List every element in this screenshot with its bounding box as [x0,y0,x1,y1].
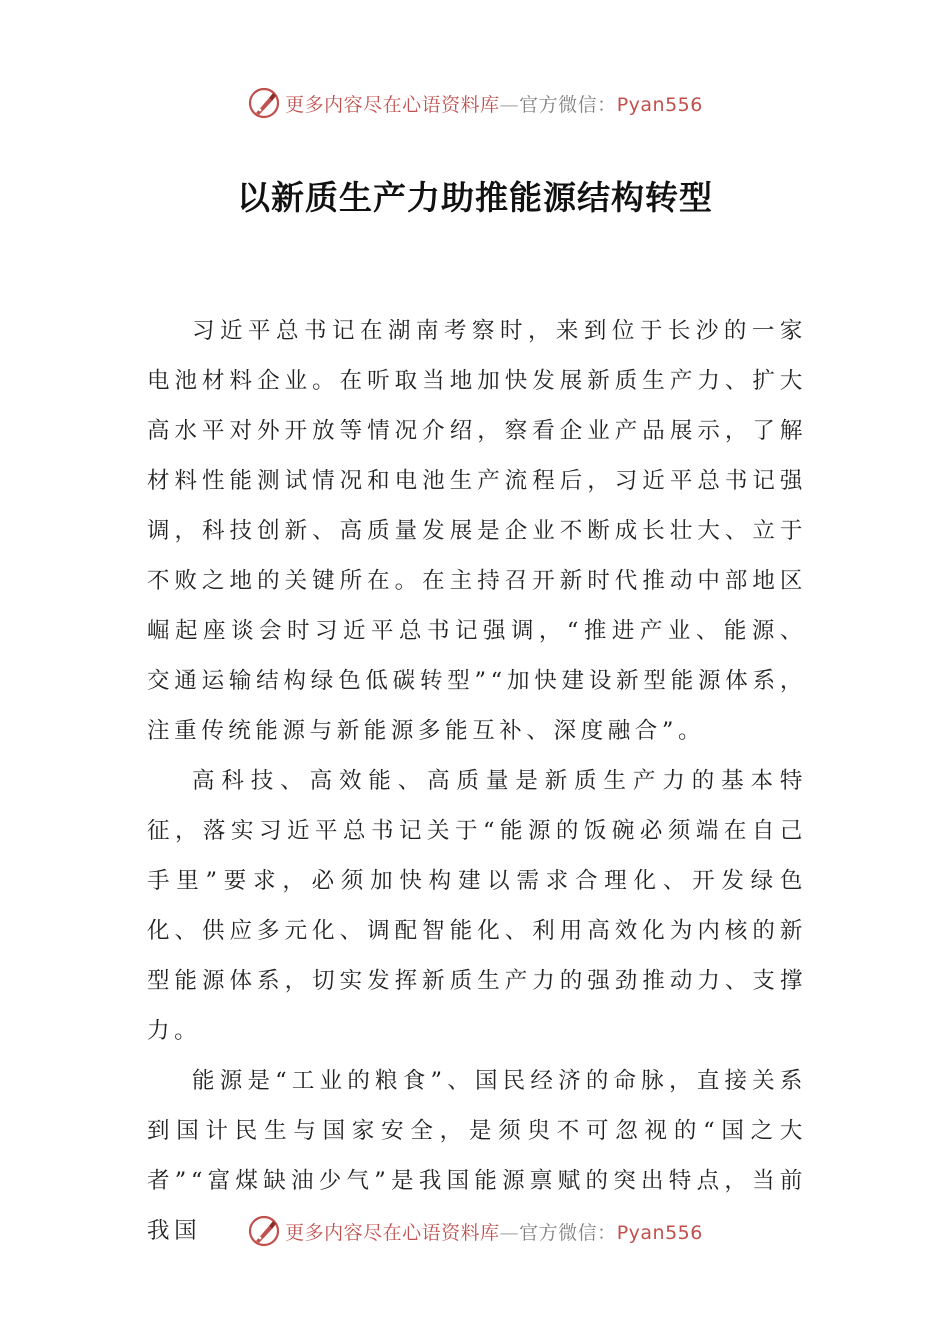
paragraph: 习近平总书记在湖南考察时，来到位于长沙的一家电池材料企业。在听取当地加快发展新质生产力、扩大高水平对外开放等情况介绍，察看企业产品展示，了解材料性能测试情况和电池生产流程后，习近平总书记强调，科技创新、高质量发展是企业不断成长壮大、立于不败之地的关键所在。在主持召开新时代推动中部地区崛起座谈会时习近平总书记强调，“推进产业、能源、交通运输结构绿色低碳转型”“加快建设新型能源体系，注重传统能源与新能源多能互补、深度融合”。 [147,318,807,744]
banner-text [285,1218,703,1245]
banner-lead: 更多内容尽在心语资料库 [285,93,500,116]
pen-nib-logo-icon [247,86,281,120]
banner-text [285,90,703,117]
banner-lead: 更多内容尽在心语资料库 [285,1221,500,1244]
banner-dash: — [499,1221,520,1244]
banner-wechat-label: 官方微信： [519,93,617,116]
header-banner [0,83,950,123]
paragraph: 高科技、高效能、高质量是新质生产力的基本特征，落实习近平总书记关于“能源的饭碗必须端在自己手里”要求，必须加快构建以需求合理化、开发绿色化、供应多元化、调配智能化、利用高效化为内核的新型能源体系，切实发挥新质生产力的强劲推动力、支撑力。 [147,768,807,1044]
footer-banner [0,1211,950,1251]
banner-wechat-id: Pyan556 [616,1221,703,1244]
document-title: 以新质生产力助推能源结构转型 [237,178,713,217]
banner-wechat-id: Pyan556 [616,93,703,116]
banner-wechat-label: 官方微信： [519,1221,617,1244]
banner-dash: — [499,93,520,116]
paragraph: 能源是“工业的粮食”、国民经济的命脉，直接关系到国计民生与国家安全，是须臾不可忽视的“国之大者”“富煤缺油少气”是我国能源禀赋的突出特点，当前我国 [147,1068,807,1244]
pen-nib-logo-icon [247,1214,281,1248]
document-body [147,306,807,1256]
